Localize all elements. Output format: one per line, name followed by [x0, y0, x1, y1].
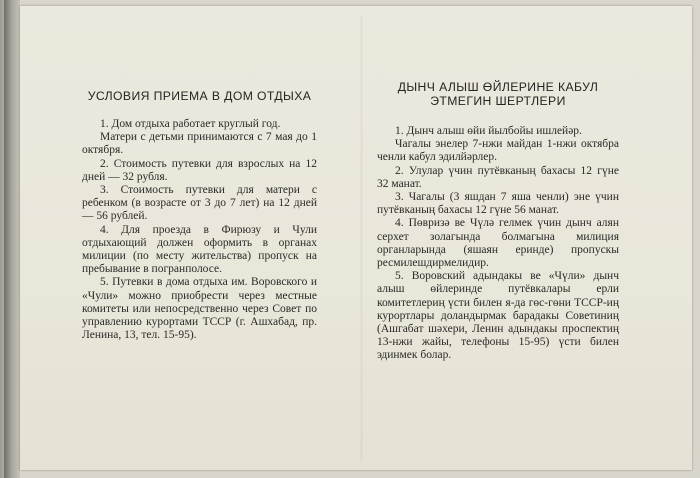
page-fold — [360, 16, 363, 460]
russian-paragraph: 5. Путевки в дома отдыха им. Воровского и «Чули» можно приобрести через местные комитеты или непосредственно через Совет по управлению курортами ТССР (г. Ашхабад, пр. Ленина, 13, тел. 15-95). — [82, 276, 317, 342]
russian-paragraph: 4. Для проезда в Фирюзу и Чули отдыхающий должен оформить в органах милиции (по месту жительства) пропуск на пребывание в погранполосе. — [82, 223, 317, 276]
russian-paragraph: 3. Стоимость путевки для матери с ребенком (в возрасте от 3 до 7 лет) на 12 дней — 56 рублей. — [82, 184, 317, 223]
page-edge-shadow — [4, 0, 20, 478]
turkmen-heading-line-1: ДЫНЧ АЛЫШ ӨЙЛЕРИНЕ КАБУЛ — [397, 80, 599, 94]
turkmen-column — [377, 80, 619, 363]
turkmen-heading-line-2: ЭТМЕГИН ШЕРТЛЕРИ — [430, 94, 566, 108]
turkmen-paragraph: 5. Воровский адындакы ве «Чүли» дынч алыш өйлеринде путёвкалары ерли комитетлериң үсти билен я-да гөс-гөни ТССР-иң курортлары доландырмак барадакы Советиниң (Ашгабат шәхери, Ленин адындакы проспектиң 13-нжи жайы, телефоны 15-95) үсти билен эдинмек болар. — [377, 270, 619, 362]
russian-column — [82, 89, 317, 342]
russian-paragraph: 2. Стоимость путевки для взрослых на 12 дней — 32 рубля. — [82, 157, 317, 183]
russian-paragraph: Матери с детьми принимаются с 7 мая до 1 октября. — [82, 131, 317, 157]
turkmen-paragraph: 1. Дынч алыш өйи йылбойы ишлейәр. — [395, 125, 582, 137]
turkmen-heading — [377, 80, 619, 108]
russian-paragraph: 1. Дом отдыха работает круглый год. — [100, 118, 281, 130]
russian-heading: УСЛОВИЯ ПРИЕМА В ДОМ ОТДЫХА — [87, 89, 312, 103]
turkmen-paragraph: 2. Улулар үчин путёвканың бахасы 12 гүне 32 манат. — [377, 164, 619, 190]
turkmen-paragraph: Чагалы энелер 7-нжи майдан 1-нжи октябра ченли кабул эдилйәрлер. — [377, 138, 619, 164]
turkmen-paragraph: 4. Пөвризә ве Чүлә гелмек үчин дынч алян серхет золагында болмагына милиция органларында (яшаян еринде) пропускы ресмилешдирмелидир. — [377, 217, 619, 270]
turkmen-paragraph: 3. Чагалы (3 яшдан 7 яша ченли) эне үчин путёвканың бахасы 12 гүне 56 манат. — [377, 191, 619, 217]
